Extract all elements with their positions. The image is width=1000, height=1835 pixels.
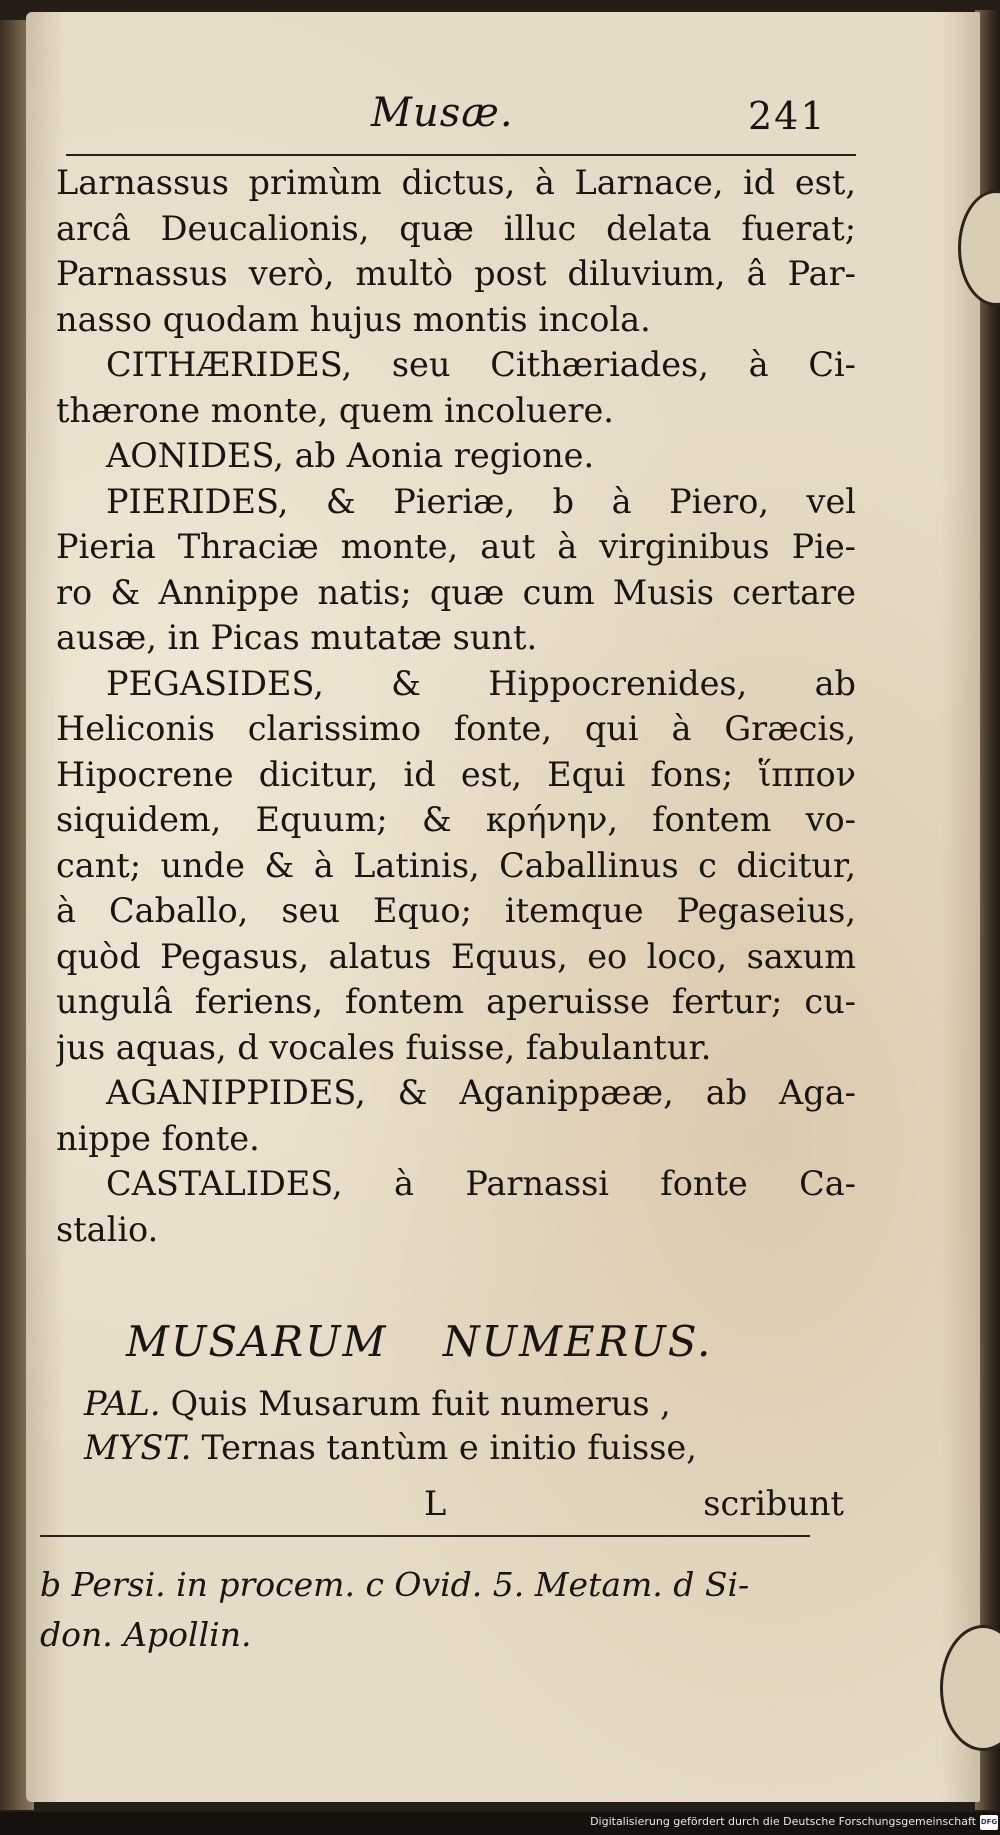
page-number: 241 — [748, 94, 827, 138]
dialogue-text: Ternas tantùm e initio fuisse, — [201, 1428, 697, 1467]
footnote-line: b Persi. in procem. c Ovid. 5. Metam. d Si- — [40, 1565, 750, 1604]
dfg-logo-icon: DFG — [980, 1815, 998, 1830]
body-line: CASTALIDES, à Parnassi fonte Ca- — [106, 1164, 856, 1203]
footnote-rule — [40, 1535, 810, 1537]
body-line: ro & Annippe natis; quæ cum Musis certare — [56, 572, 856, 612]
body-line: CITHÆRIDES, seu Cithæriades, à Ci- — [106, 345, 856, 384]
body-line: Hipocrene dicitur, id est, Equi fons; ἵππον — [56, 754, 856, 794]
body-line: nippe fonte. — [56, 1118, 260, 1158]
header-rule — [66, 154, 856, 156]
body-line: thærone monte, quem incoluere. — [56, 390, 614, 430]
footnotes — [40, 1560, 830, 1660]
body-line: à Caballo, seu Equo; itemque Pegaseius, — [56, 891, 856, 930]
body-line: PEGASIDES, & Hippocrenides, ab — [106, 663, 856, 703]
book-page — [26, 12, 980, 1802]
body-line: Parnassus verò, multò post diluvium, â Par- — [56, 254, 856, 293]
body-line: cant; unde & à Latinis, Caballinus c dicitur, — [56, 845, 856, 885]
dialogue-line — [84, 1382, 854, 1426]
speaker-label: PAL. — [84, 1384, 161, 1423]
body-line: nasso quodam hujus montis incola. — [56, 299, 651, 339]
dialogue-text: Quis Musarum fuit numerus , — [170, 1384, 671, 1423]
body-line: jus aquas, d vocales fuisse, fabulantur. — [56, 1027, 712, 1067]
catch-row — [84, 1484, 844, 1524]
dialogue — [84, 1382, 854, 1470]
catchword: scribunt — [703, 1484, 844, 1523]
body-line: stalio. — [56, 1209, 159, 1249]
body-line: PIERIDES, & Pieriæ, b à Piero, vel — [106, 481, 856, 521]
section-heading: MUSARUM NUMERUS. — [126, 1317, 713, 1366]
footnote-line: don. Apollin. — [40, 1615, 252, 1654]
body-line: quòd Pegasus, alatus Equus, eo loco, saxum — [56, 936, 856, 976]
running-head: Musæ. — [371, 90, 514, 136]
body-line: AGANIPPIDES, & Aganippææ, ab Aga- — [106, 1073, 856, 1112]
body-line: AONIDES, ab Aonia regione. — [106, 436, 595, 475]
speaker-label: MYST. — [84, 1428, 192, 1467]
body-line: arcâ Deucalionis, quæ illuc delata fuerat; — [56, 208, 856, 248]
body-line: Larnassus primùm dictus, à Larnace, id est, — [56, 163, 856, 202]
page-header — [26, 90, 980, 140]
credit-text: Digitalisierung gefördert durch die Deutsche Forschungsgemeinschaft — [590, 1815, 976, 1828]
body-line: Pieria Thraciæ monte, aut à virginibus Pie- — [56, 527, 856, 566]
signature-mark: L — [424, 1484, 447, 1523]
body-text — [56, 160, 856, 1252]
body-line: ausæ, in Picas mutatæ sunt. — [56, 618, 538, 657]
credit-bar — [0, 1812, 1000, 1835]
body-line: ungulâ feriens, fontem aperuisse fertur; cu- — [56, 982, 856, 1021]
dialogue-line — [84, 1426, 854, 1470]
body-line: Heliconis clarissimo fonte, qui à Græcis, — [56, 709, 856, 748]
body-line: siquidem, Equum; & κρήνην, fontem vo- — [56, 800, 856, 839]
